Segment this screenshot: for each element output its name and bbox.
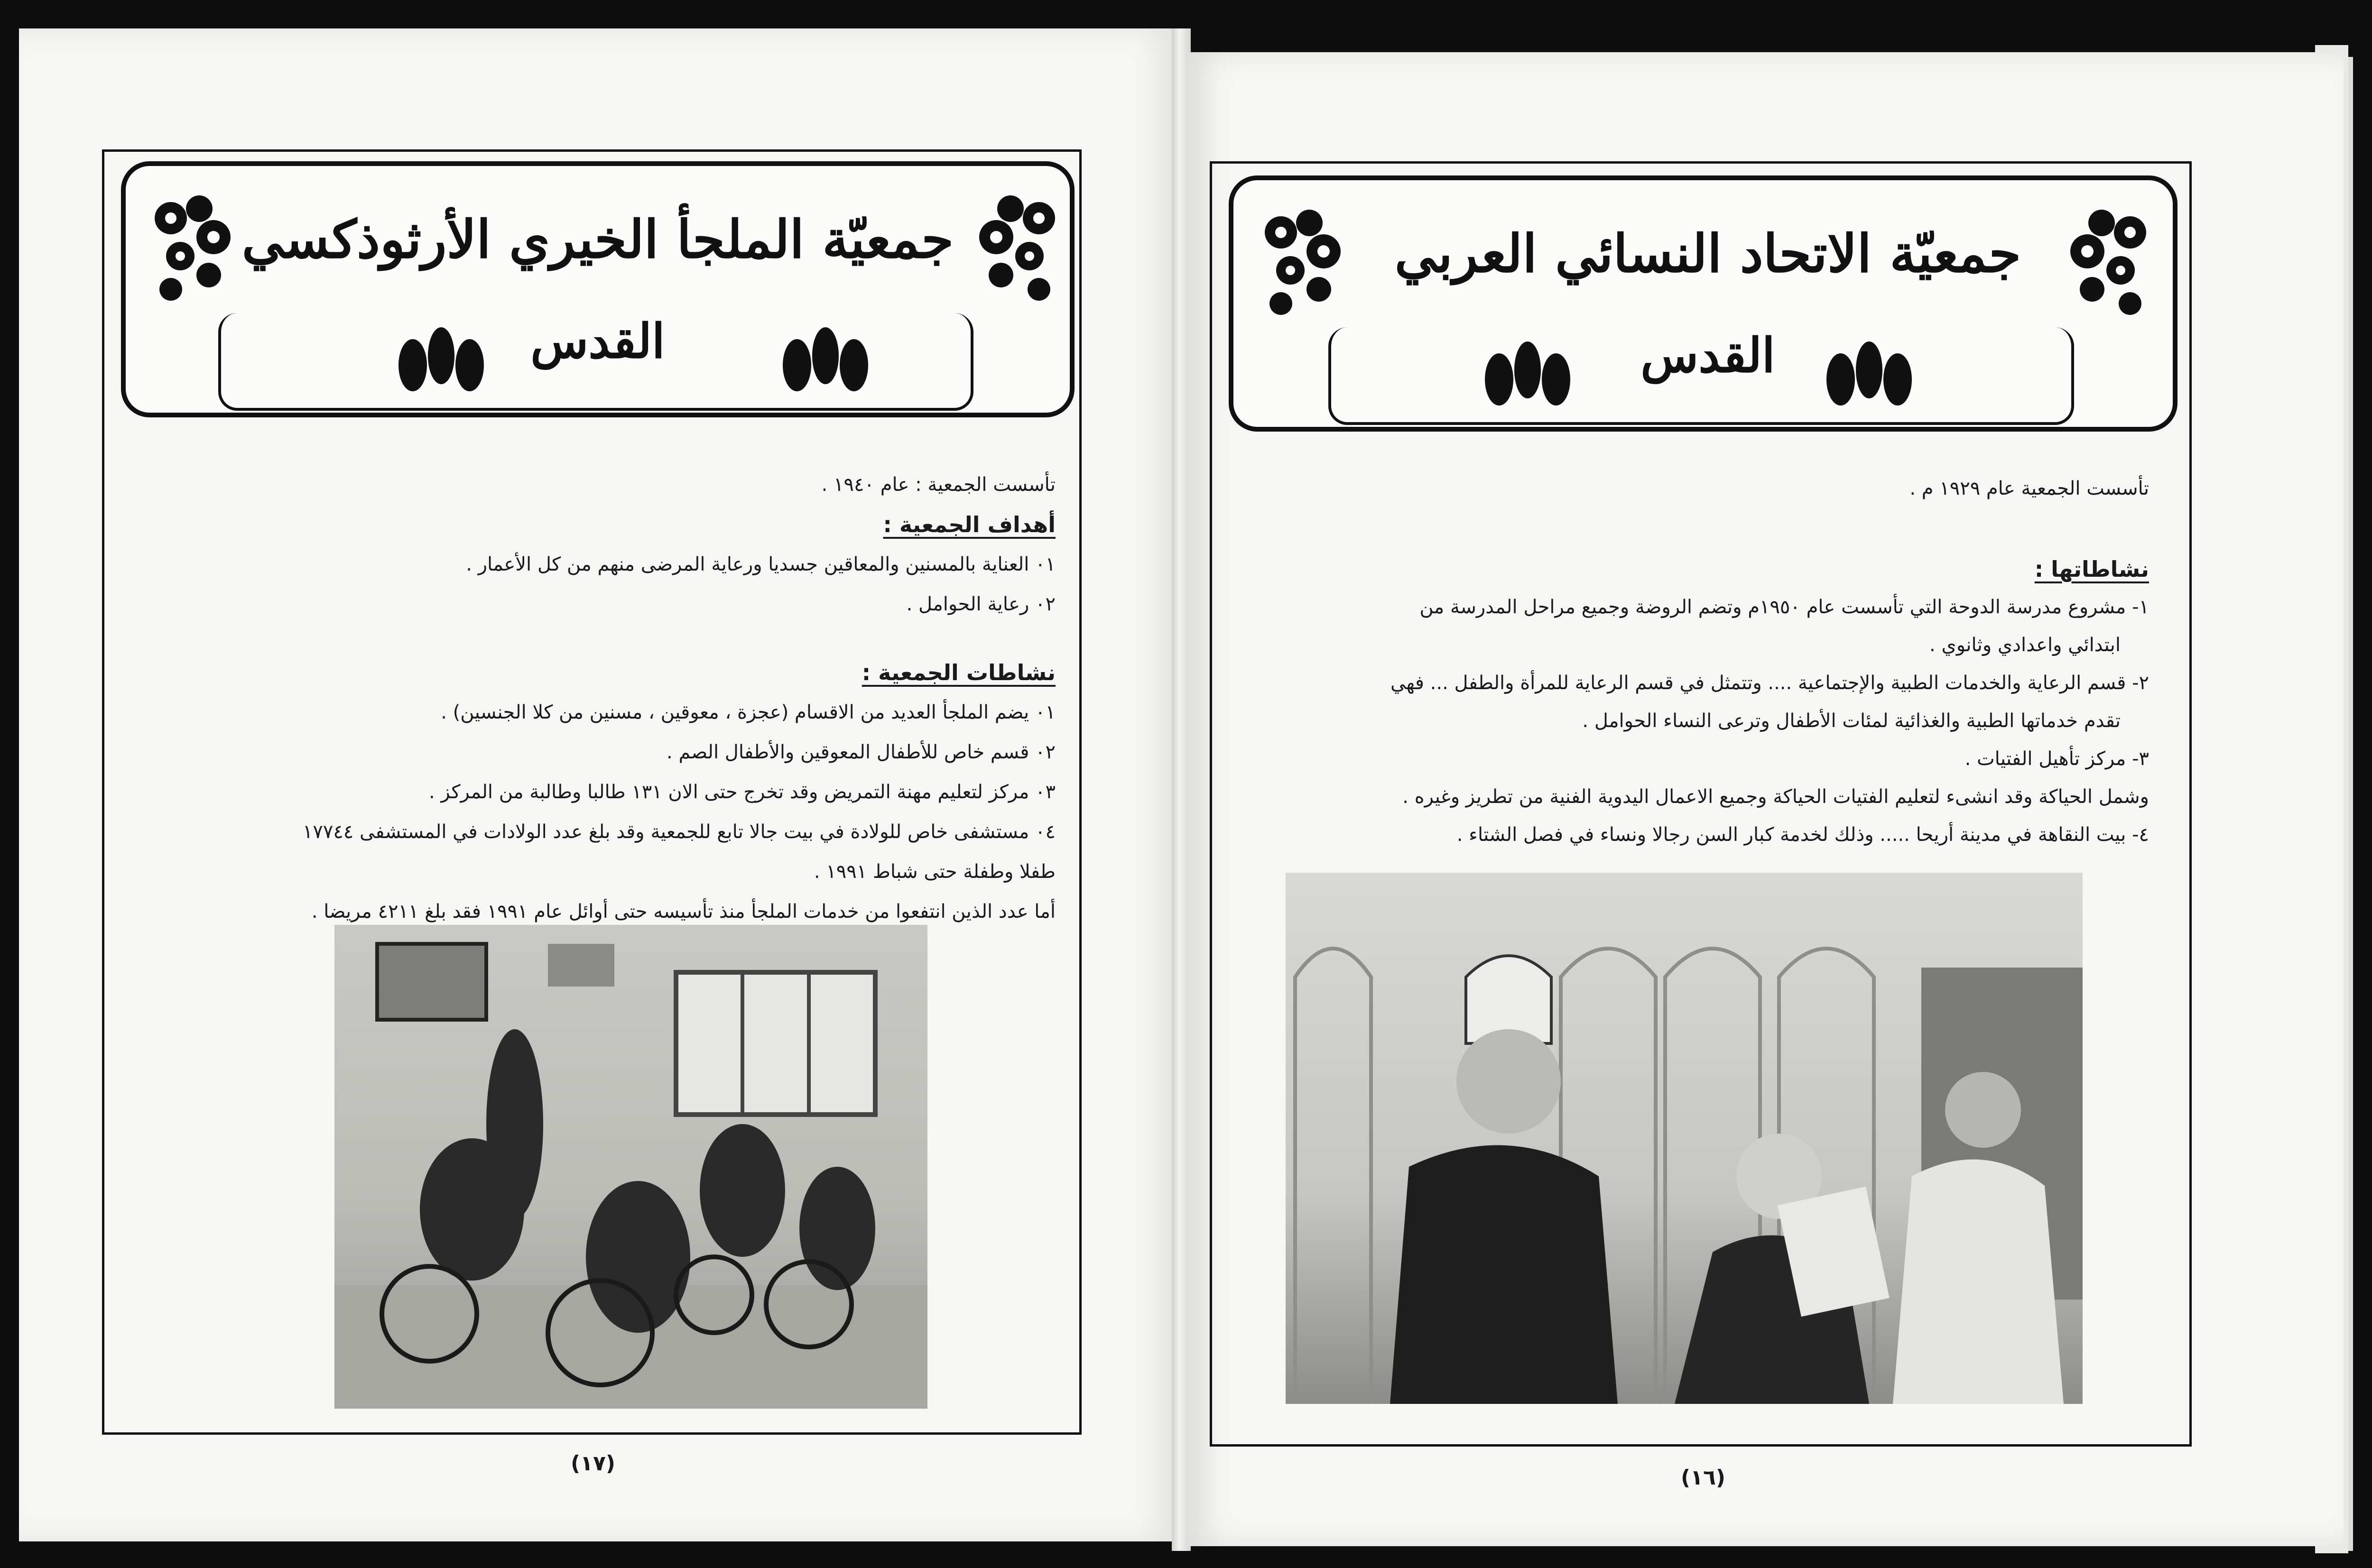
- list-item: ٠٢ قسم خاص للأطفال المعوقين والأطفال الصم .: [667, 741, 1056, 763]
- ceremony-photo: [1286, 873, 2083, 1404]
- page-title: جمعيّة الملجأ الخيري الأرثوذكسي: [241, 209, 954, 270]
- activities-heading: نشاطاتها :: [2034, 556, 2149, 582]
- page-title: جمعيّة الاتحاد النسائي العربي: [1394, 223, 2021, 284]
- photo-scene: [334, 925, 927, 1409]
- list-item: ٠١ العناية بالمسنين والمعاقين جسديا ورعاية المرضى منهم من كل الأعمار .: [466, 553, 1056, 575]
- list-item: ٣- مركز تأهيل الفتيات .: [1964, 748, 2149, 770]
- page-number: (١٦): [1681, 1466, 1725, 1490]
- article-body: [1257, 470, 2149, 854]
- list-item: ٠٢ رعاية الحوامل .: [906, 593, 1056, 615]
- article-body: [114, 465, 1056, 932]
- founded-line: تأسست الجمعية : عام ١٩٤٠ .: [821, 474, 1056, 496]
- orphanage-photo: [334, 925, 927, 1409]
- page-number: (١٧): [571, 1451, 615, 1476]
- right-page: [1186, 52, 2344, 1546]
- photo-scene: [1286, 873, 2083, 1404]
- goals-heading: أهداف الجمعية :: [883, 512, 1056, 537]
- page-subtitle: القدس: [1640, 327, 1775, 383]
- page-subtitle: القدس: [530, 313, 665, 369]
- list-item: ٤- بيت النقاهة في مدينة أريحا ..... وذلك لخدمة كبار السن رجالا ونساء في فصل الشتاء .: [1456, 824, 2149, 846]
- list-item: ٢- قسم الرعاية والخدمات الطبية والإجتماعية .... وتتمثل في قسم الرعاية للمرأة والطفل ... فهي: [1390, 672, 2149, 694]
- list-item: تقدم خدماتها الطبية والغذائية لمئات الأطفال وترعى النساء الحوامل .: [1582, 710, 2121, 732]
- founded-line: تأسست الجمعية عام ١٩٢٩ م .: [1909, 478, 2149, 499]
- list-item: أما عدد الذين انتفعوا من خدمات الملجأ منذ تأسيسه حتى أوائل عام ١٩٩١ فقد بلغ ٤٢١١ مريضا .: [311, 901, 1056, 922]
- list-item: ١- مشروع مدرسة الدوحة التي تأسست عام ١٩٥٠م وتضم الروضة وجميع مراحل المدرسة من: [1419, 596, 2149, 618]
- activities-heading: نشاطات الجمعية :: [862, 660, 1056, 685]
- list-item: ٠٣ مركز لتعليم مهنة التمريض وقد تخرج حتى الان ١٣١ طالبا وطالبة من المركز .: [428, 781, 1056, 803]
- list-item: ٠١ يضم الملجأ العديد من الاقسام (عجزة ، معوقين ، مسنين من كلا الجنسين) .: [441, 701, 1056, 723]
- list-item: ٠٤ مستشفى خاص للولادة في بيت جالا تابع للجمعية وقد بلغ عدد الولادات في المستشفى ١٧٧٤٤: [302, 821, 1056, 843]
- left-page: [19, 28, 1177, 1541]
- list-item: طفلا وطفلة حتى شباط ١٩٩١ .: [814, 861, 1056, 883]
- list-item: ابتدائي واعدادي وثانوي .: [1929, 634, 2121, 656]
- list-item: وشمل الحياكة وقد انشىء لتعليم الفتيات الحياكة وجميع الاعمال اليدوية الفنية من تطريز وغيره .: [1402, 786, 2149, 808]
